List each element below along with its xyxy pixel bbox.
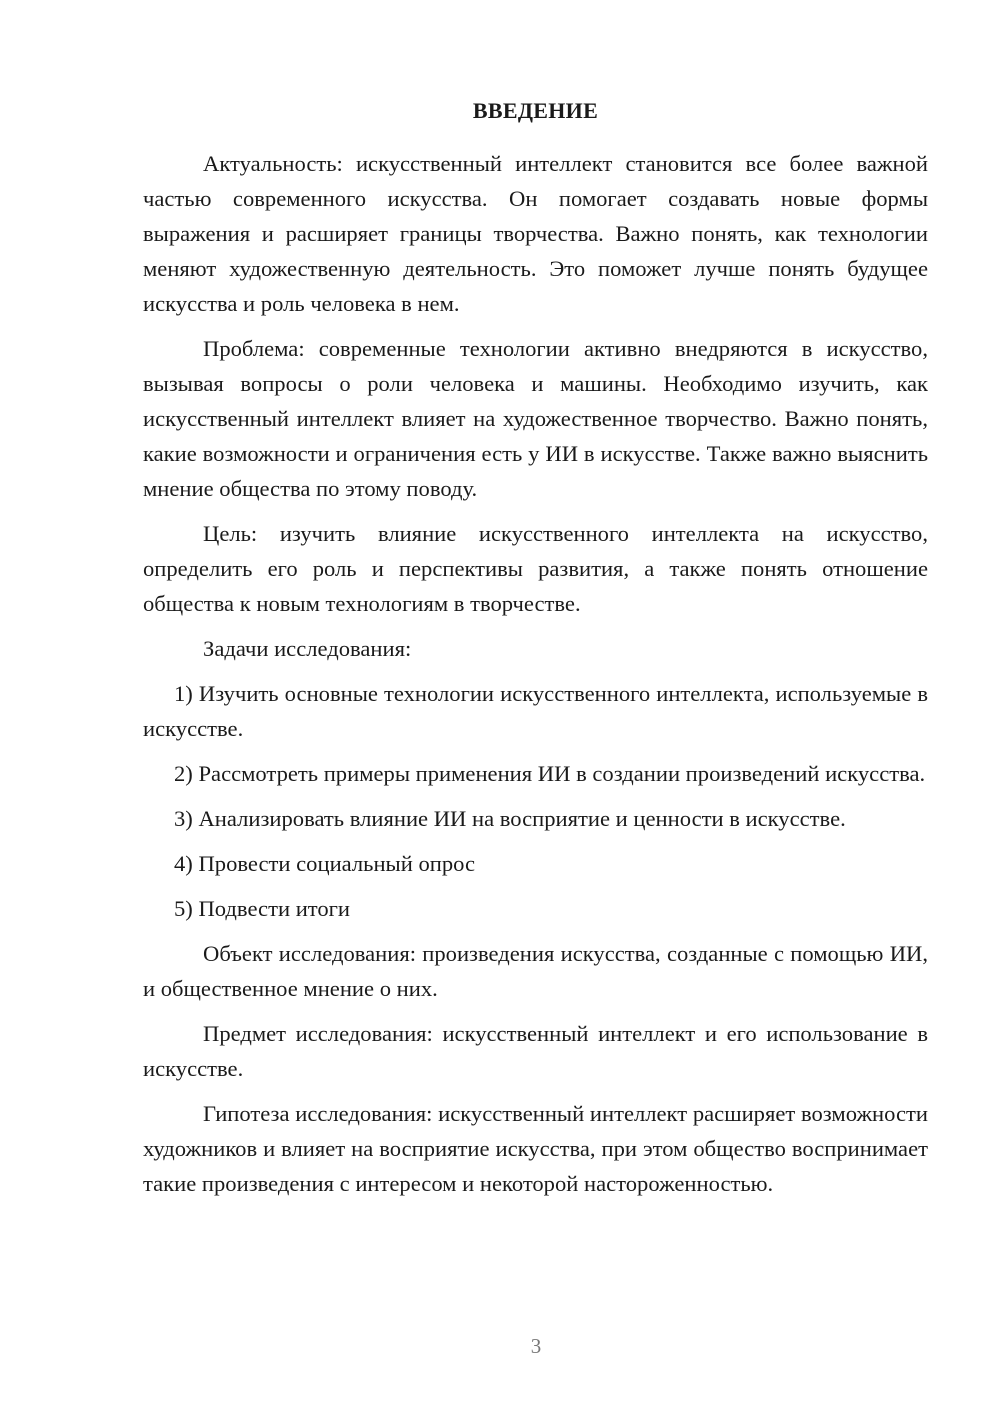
task-item: 3) Анализировать влияние ИИ на восприятие и ценности в искусстве. bbox=[174, 806, 846, 831]
hypothesis-paragraph: Гипотеза исследования: искусственный интеллект расширяет возможности художников и влияет на восприятие искусства, при этом общество воспринимает такие произведения с интересом и некоторой настороженностью. bbox=[143, 1101, 928, 1196]
subject-paragraph: Предмет исследования: искусственный интеллект и его использование в искусстве. bbox=[143, 1021, 928, 1081]
tasks-list bbox=[143, 676, 928, 926]
document-page bbox=[143, 96, 928, 1211]
page-number: 3 bbox=[530, 1334, 542, 1358]
task-item: 1) Изучить основные технологии искусственного интеллекта, используемые в искусстве. bbox=[143, 681, 928, 741]
goal-paragraph: Цель: изучить влияние искусственного интеллекта на искусство, определить его роль и перспективы развития, а также понять отношение общества к новым технологиям в творчестве. bbox=[143, 521, 928, 616]
task-item: 5) Подвести итоги bbox=[174, 896, 351, 921]
task-item: 2) Рассмотреть примеры применения ИИ в создании произведений искусства. bbox=[174, 761, 926, 786]
object-paragraph: Объект исследования: произведения искусства, созданные с помощью ИИ, и общественное мнение о них. bbox=[143, 941, 928, 1001]
tasks-heading: Задачи исследования: bbox=[203, 636, 412, 661]
problem-paragraph: Проблема: современные технологии активно внедряются в искусство, вызывая вопросы о роли человека и машины. Необходимо изучить, как искусственный интеллект влияет на художественное творчество. Важно понять, какие возможности и ограничения есть у ИИ в искусстве. Также важно выяснить мнение общества по этому поводу. bbox=[143, 336, 928, 501]
relevance-paragraph: Актуальность: искусственный интеллект становится все более важной частью современного искусства. Он помогает создавать новые формы выражения и расширяет границы творчества. Важно понять, как технологии меняют художественную деятельность. Это поможет лучше понять будущее искусства и роль человека в нем. bbox=[143, 151, 928, 316]
section-title: ВВЕДЕНИЕ bbox=[472, 98, 599, 123]
task-item: 4) Провести социальный опрос bbox=[174, 851, 476, 876]
